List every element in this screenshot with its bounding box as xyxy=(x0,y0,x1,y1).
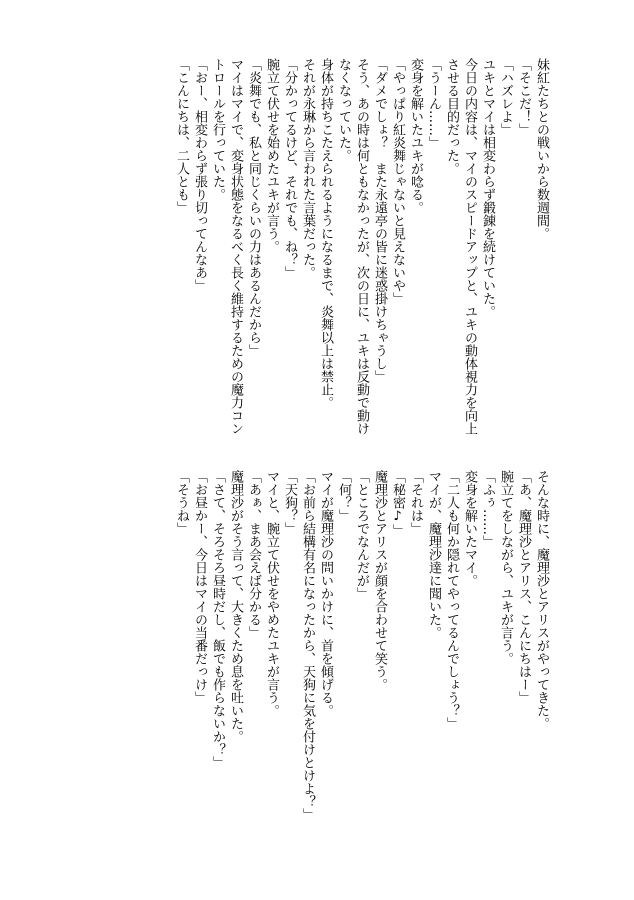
text-line: 変身を解いたユキが唸る。 xyxy=(408,58,423,214)
text-line: 「天狗？」 xyxy=(282,470,297,535)
text-line: 「二人も何か隠れてやってるんでしょう？」 xyxy=(444,470,459,730)
text-line: マイが魔理沙の問いかけに、首を傾げる。 xyxy=(318,470,333,717)
text-line: 魔理沙とアリスが顔を合わせて笑う。 xyxy=(372,470,387,691)
text-line: 「さて、そろそろ昼時だし、飯でも作らないか？」 xyxy=(210,470,225,769)
text-line: そんな時に、魔理沙とアリスがやってきた。 xyxy=(534,470,549,730)
text-line: 魔理沙がそう言って、大きくため息を吐いた。 xyxy=(228,470,243,743)
text-line: なくなっていた。 xyxy=(336,58,351,162)
text-line: 「そこだ！」 xyxy=(516,58,531,136)
text-line: それが永琳から言われた言葉だった。 xyxy=(300,58,315,279)
text-line: 「あ、魔理沙とアリス、こんにちはー」 xyxy=(516,470,531,704)
text-line: 「何？」 xyxy=(336,470,351,522)
text-line: 「炎舞でも、私と同じくらいの力はあるんだから」 xyxy=(246,58,261,357)
text-line: 身体が持ちこたえられるようになるまで、炎舞以上は禁止。 xyxy=(318,58,333,409)
text-line: マイはマイで、変身状態をなるべく長く維持するための魔力コン xyxy=(228,58,243,435)
text-line: 腕立てをしながら、ユキが言う。 xyxy=(498,470,513,665)
text-line: させる目的だった。 xyxy=(444,58,459,175)
text-line: 「ところでなんだが」 xyxy=(354,470,369,600)
text-line: ユキとマイは相変わらず鍛錬を続けていた。 xyxy=(480,58,495,318)
text-line: 「お前ら結構有名になったから、天狗に気を付けとけよ？」 xyxy=(300,470,315,821)
text-line: 「こんにちは、二人とも」 xyxy=(174,58,189,214)
text-line: 「お昼かー、今日はマイの当番だっけ」 xyxy=(192,470,207,704)
text-line: 「ダメでしょ？ また永遠亭の皆に迷惑掛けちゃうし」 xyxy=(372,58,387,383)
text-line: 「うーん……」 xyxy=(426,58,441,149)
text-line: 腕立て伏せを始めたユキが言う。 xyxy=(264,58,279,253)
text-line: 「ふぅ……」 xyxy=(480,470,495,548)
text-line: 今日の内容は、マイのスピードアップと、ユキの動体視力を向上 xyxy=(462,58,477,435)
text-line: 「あぁ、まあ会えば分かる」 xyxy=(246,470,261,639)
text-line: 「ハズレよ」 xyxy=(498,58,513,136)
upper-text-block xyxy=(172,58,550,435)
text-line: 妹紅たちとの戦いから数週間。 xyxy=(534,58,549,240)
lower-text-block xyxy=(172,470,550,842)
text-line: 「やっぱり紅炎舞じゃないと見えないや」 xyxy=(390,58,405,305)
text-line: 「おー、相変わらず張り切ってんなあ」 xyxy=(192,58,207,292)
text-line: マイと、腕立て伏せをやめたユキが言う。 xyxy=(264,470,279,717)
text-line: 変身を解いたマイ。 xyxy=(462,470,477,587)
text-line: 「そうね」 xyxy=(174,470,189,535)
text-line: トロールを行っていた。 xyxy=(210,58,225,201)
text-line: 「秘密♪」 xyxy=(390,470,405,537)
text-line: マイが、魔理沙達に聞いた。 xyxy=(426,470,441,639)
text-line: 「それは」 xyxy=(408,470,423,535)
text-line: そう、あの時は何ともなかったが、次の日に、ユキは反動で動け xyxy=(354,58,369,435)
text-line: 「分かってるけど、それでも、ね？」 xyxy=(282,58,297,279)
